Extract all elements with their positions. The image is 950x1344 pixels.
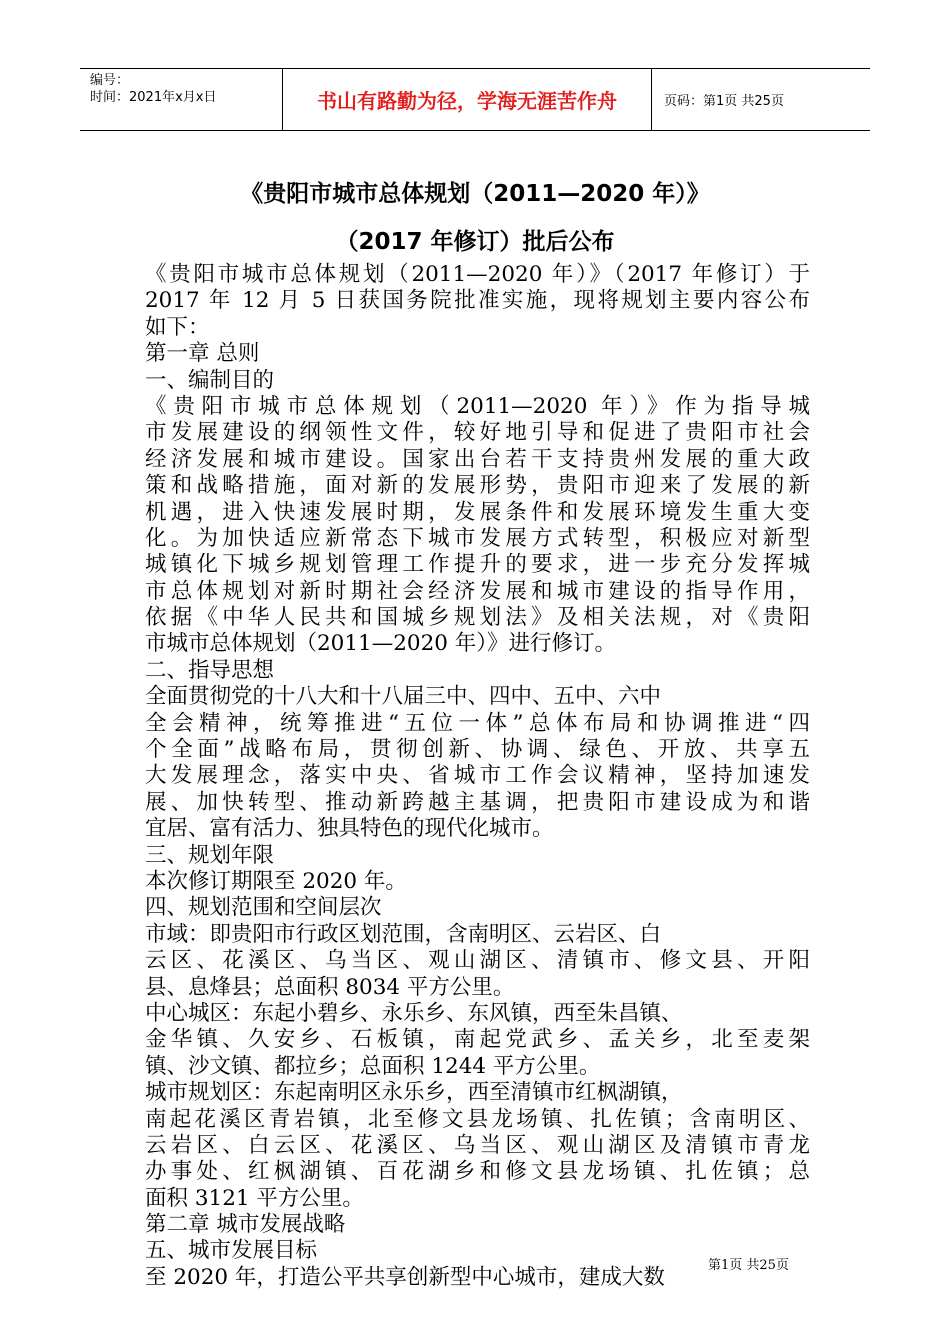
body-line: 二、指导思想 [145, 657, 275, 683]
header-meta [80, 69, 282, 130]
body-line: 四、规划范围和空间层次 [145, 895, 382, 921]
body-line: 宜居、富有活力、独具特色的现代化城市。 [145, 816, 554, 842]
body-line: 云岩区、白云区、花溪区、乌当区、观山湖区及清镇市青龙 [145, 1132, 810, 1158]
body-line: 市发展建设的纲领性文件，较好地引导和促进了贵阳市社会 [145, 420, 810, 446]
page-header [80, 68, 870, 131]
body-line: 依据《中华人民共和国城乡规划法》及相关法规，对《贵阳 [145, 605, 810, 631]
body-line: 办事处、红枫湖镇、百花湖乡和修文县龙场镇、扎佐镇；总 [145, 1159, 810, 1185]
footer-page-number: 第1页 共25页 [708, 1258, 789, 1273]
body-line: 《贵阳市城市总体规划（2011—2020 年）》作为指导城 [145, 393, 810, 419]
body-line: 一、编制目的 [145, 367, 275, 393]
body-line: 金华镇、久安乡、石板镇，南起党武乡、孟关乡，北至麦架 [145, 1027, 810, 1053]
body-line: 面积 3121 平方公里。 [145, 1185, 364, 1211]
document-number-label: 编号： [90, 73, 130, 88]
header-motto: 书山有路勤为径，学海无涯苦作舟 [282, 69, 652, 130]
body-line: 第二章 城市发展战略 [145, 1212, 346, 1238]
body-line: 县、息烽县；总面积 8034 平方公里。 [145, 974, 515, 1000]
body-line: 全会精神，统筹推进“五位一体”总体布局和协调推进“四 [145, 710, 810, 736]
body-line: 五、城市发展目标 [145, 1238, 318, 1264]
body-line: 云区、花溪区、乌当区、观山湖区、清镇市、修文县、开阳 [145, 948, 810, 974]
body-line: 市域：即贵阳市行政区划范围，含南明区、云岩区、白 [145, 921, 662, 947]
header-page-number: 页码：第1页 共25页 [664, 94, 784, 109]
body-line: 《贵阳市城市总体规划（2011—2020 年）》（2017 年修订）于 [145, 262, 810, 287]
body-line: 化。为加快适应新常态下城市发展方式转型，积极应对新型 [145, 525, 810, 551]
body-line: 2017 年 12 月 5 日获国务院批准实施，现将规划主要内容公布 [145, 288, 810, 314]
body-line: 南起花溪区青岩镇，北至修文县龙场镇、扎佐镇；含南明区、 [145, 1106, 810, 1132]
body-line: 城镇化下城乡规划管理工作提升的要求，进一步充分发挥城 [145, 552, 810, 578]
body-line: 如下： [145, 314, 210, 340]
document-time-label: 时间：2021年x月x日 [90, 90, 217, 105]
body-line: 镇、沙文镇、都拉乡；总面积 1244 平方公里。 [145, 1053, 601, 1079]
body-line: 策和战略措施，面对新的发展形势，贵阳市迎来了发展的新 [145, 473, 810, 499]
document-title-line-1: 《贵阳市城市总体规划（2011—2020 年）》 [240, 181, 710, 207]
body-line: 至 2020 年，打造公平共享创新型中心城市，建成大数 [145, 1264, 665, 1290]
body-line: 三、规划年限 [145, 842, 275, 868]
body-line: 个全面”战略布局，贯彻创新、协调、绿色、开放、共享五 [145, 737, 810, 763]
body-line: 大发展理念，落实中央、省城市工作会议精神，坚持加速发 [145, 763, 810, 789]
body-line: 中心城区：东起小碧乡、永乐乡、东风镇，西至朱昌镇、 [145, 1000, 683, 1026]
document-title-line-2: （2017 年修订）批后公布 [335, 229, 615, 255]
body-line: 全面贯彻党的十八大和十八届三中、四中、五中、六中 [145, 684, 662, 710]
body-line: 市城市总体规划（2011—2020 年）》进行修订。 [145, 631, 617, 657]
document-body [145, 262, 810, 1291]
body-line: 城市规划区：东起南明区永乐乡，西至清镇市红枫湖镇， [145, 1080, 683, 1106]
body-line: 市总体规划对新时期社会经济发展和城市建设的指导作用， [145, 578, 810, 604]
body-line: 第一章 总则 [145, 341, 260, 367]
body-line: 本次修订期限至 2020 年。 [145, 868, 407, 894]
body-line: 经济发展和城市建设。国家出台若干支持贵州发展的重大政 [145, 446, 810, 472]
body-line: 机遇，进入快速发展时期，发展条件和发展环境发生重大变 [145, 499, 810, 525]
body-line: 展、加快转型、推动新跨越主基调，把贵阳市建设成为和谐 [145, 789, 810, 815]
